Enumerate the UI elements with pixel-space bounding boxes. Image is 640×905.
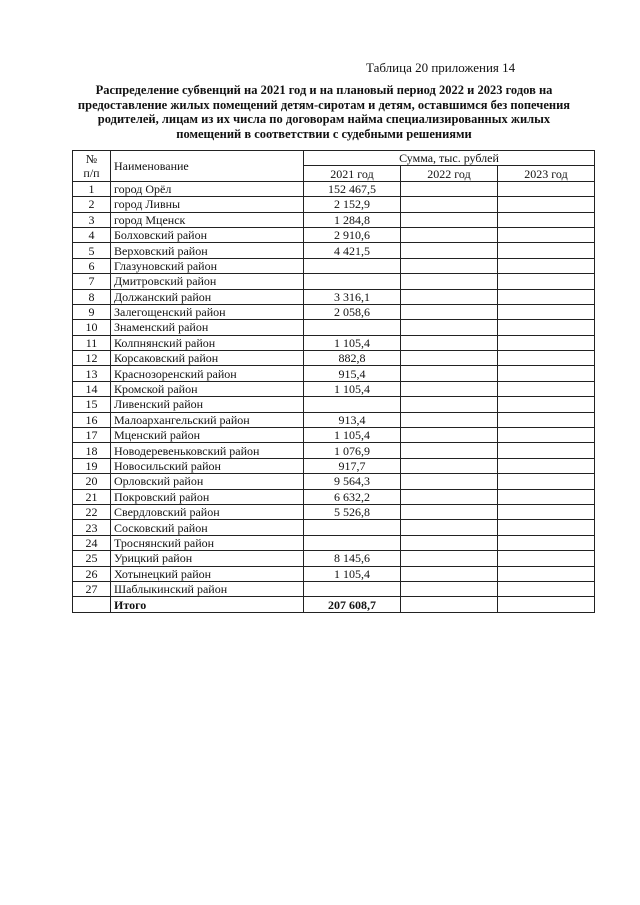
table-row bbox=[73, 335, 595, 350]
row-value-2022 bbox=[401, 227, 498, 242]
table-row bbox=[73, 397, 595, 412]
header-number-pp: п/п bbox=[83, 165, 100, 180]
row-value-2023 bbox=[498, 258, 595, 273]
annex-label: Таблица 20 приложения 14 bbox=[366, 60, 516, 75]
table-row bbox=[73, 227, 595, 242]
row-name: город Ливны bbox=[111, 197, 304, 212]
row-value-2022 bbox=[401, 443, 498, 458]
row-name: Ливенский район bbox=[111, 397, 304, 412]
row-name: Краснозоренский район bbox=[111, 366, 304, 381]
row-value-2021: 1 105,4 bbox=[304, 381, 401, 396]
row-value-2023 bbox=[498, 551, 595, 566]
row-value-2021: 1 105,4 bbox=[304, 335, 401, 350]
title-line: предоставление жилых помещений детям-сиротам и детям, оставшимся без попечения bbox=[77, 97, 571, 112]
row-value-2023 bbox=[498, 520, 595, 535]
row-value-2022 bbox=[401, 381, 498, 396]
row-number: 10 bbox=[73, 320, 111, 335]
row-value-2021: 1 076,9 bbox=[304, 443, 401, 458]
row-number: 14 bbox=[73, 381, 111, 396]
row-value-2023 bbox=[498, 489, 595, 504]
row-number: 18 bbox=[73, 443, 111, 458]
row-name: город Мценск bbox=[111, 212, 304, 227]
table-row bbox=[73, 412, 595, 427]
row-value-2022 bbox=[401, 366, 498, 381]
row-name: Новосильский район bbox=[111, 458, 304, 473]
table-row bbox=[73, 566, 595, 581]
row-name: Дмитровский район bbox=[111, 274, 304, 289]
row-value-2022 bbox=[401, 412, 498, 427]
total-number bbox=[73, 597, 111, 612]
row-name: Малоархангельский район bbox=[111, 412, 304, 427]
table-row bbox=[73, 428, 595, 443]
row-value-2023 bbox=[498, 397, 595, 412]
row-number: 6 bbox=[73, 258, 111, 273]
row-value-2022 bbox=[401, 428, 498, 443]
table-row bbox=[73, 474, 595, 489]
row-value-2022 bbox=[401, 304, 498, 319]
row-number: 16 bbox=[73, 412, 111, 427]
table-row bbox=[73, 258, 595, 273]
row-number: 12 bbox=[73, 351, 111, 366]
row-value-2023 bbox=[498, 181, 595, 196]
row-name: Троснянский район bbox=[111, 535, 304, 550]
row-value-2023 bbox=[498, 428, 595, 443]
row-value-2021 bbox=[304, 520, 401, 535]
row-value-2022 bbox=[401, 335, 498, 350]
row-value-2021 bbox=[304, 274, 401, 289]
row-number: 1 bbox=[73, 181, 111, 196]
total-value-2022 bbox=[401, 597, 498, 612]
row-name: Свердловский район bbox=[111, 504, 304, 519]
row-value-2023 bbox=[498, 535, 595, 550]
row-value-2023 bbox=[498, 381, 595, 396]
row-value-2022 bbox=[401, 489, 498, 504]
table-row bbox=[73, 551, 595, 566]
row-number: 25 bbox=[73, 551, 111, 566]
row-value-2023 bbox=[498, 443, 595, 458]
row-value-2021: 9 564,3 bbox=[304, 474, 401, 489]
row-value-2022 bbox=[401, 181, 498, 196]
row-value-2023 bbox=[498, 335, 595, 350]
row-number: 9 bbox=[73, 304, 111, 319]
row-value-2022 bbox=[401, 474, 498, 489]
row-number: 4 bbox=[73, 227, 111, 242]
document-title bbox=[64, 83, 584, 141]
row-number: 24 bbox=[73, 535, 111, 550]
row-value-2021: 2 058,6 bbox=[304, 304, 401, 319]
row-value-2021: 882,8 bbox=[304, 351, 401, 366]
table-row bbox=[73, 489, 595, 504]
row-value-2021: 4 421,5 bbox=[304, 243, 401, 258]
row-number: 21 bbox=[73, 489, 111, 504]
row-value-2023 bbox=[498, 566, 595, 581]
row-number: 26 bbox=[73, 566, 111, 581]
row-value-2022 bbox=[401, 397, 498, 412]
total-label: Итого bbox=[111, 597, 304, 612]
row-value-2023 bbox=[498, 366, 595, 381]
table-row bbox=[73, 320, 595, 335]
row-name: Хотынецкий район bbox=[111, 566, 304, 581]
row-value-2023 bbox=[498, 581, 595, 596]
row-name: Глазуновский район bbox=[111, 258, 304, 273]
row-number: 17 bbox=[73, 428, 111, 443]
row-name: Болховский район bbox=[111, 227, 304, 242]
row-value-2021: 917,7 bbox=[304, 458, 401, 473]
row-name: Урицкий район bbox=[111, 551, 304, 566]
row-value-2023 bbox=[498, 289, 595, 304]
row-name: Мценский район bbox=[111, 428, 304, 443]
row-value-2023 bbox=[498, 212, 595, 227]
row-value-2021: 1 105,4 bbox=[304, 428, 401, 443]
table-row bbox=[73, 504, 595, 519]
table-row bbox=[73, 243, 595, 258]
row-value-2023 bbox=[498, 504, 595, 519]
row-value-2022 bbox=[401, 289, 498, 304]
row-value-2021: 2 910,6 bbox=[304, 227, 401, 242]
table-row bbox=[73, 443, 595, 458]
row-number: 22 bbox=[73, 504, 111, 519]
row-value-2022 bbox=[401, 566, 498, 581]
row-value-2022 bbox=[401, 520, 498, 535]
row-value-2022 bbox=[401, 458, 498, 473]
table-row bbox=[73, 381, 595, 396]
row-name: Колпнянский район bbox=[111, 335, 304, 350]
table-row bbox=[73, 351, 595, 366]
header-year-2021: 2021 год bbox=[304, 166, 401, 181]
row-value-2023 bbox=[498, 320, 595, 335]
row-name: Верховский район bbox=[111, 243, 304, 258]
row-value-2022 bbox=[401, 535, 498, 550]
row-value-2022 bbox=[401, 581, 498, 596]
table-row bbox=[73, 197, 595, 212]
table-row bbox=[73, 520, 595, 535]
row-value-2023 bbox=[498, 351, 595, 366]
title-line: помещений в соответствии с судебными решениями bbox=[176, 126, 472, 141]
row-value-2021: 915,4 bbox=[304, 366, 401, 381]
row-name: Новодеревеньковский район bbox=[111, 443, 304, 458]
row-value-2023 bbox=[498, 274, 595, 289]
row-value-2021: 3 316,1 bbox=[304, 289, 401, 304]
header-name: Наименование bbox=[111, 151, 304, 182]
row-value-2022 bbox=[401, 258, 498, 273]
row-name: Покровский район bbox=[111, 489, 304, 504]
row-value-2021: 152 467,5 bbox=[304, 181, 401, 196]
row-value-2021 bbox=[304, 397, 401, 412]
row-number: 20 bbox=[73, 474, 111, 489]
row-value-2022 bbox=[401, 504, 498, 519]
row-number: 27 bbox=[73, 581, 111, 596]
row-value-2021: 6 632,2 bbox=[304, 489, 401, 504]
row-value-2023 bbox=[498, 227, 595, 242]
row-value-2021: 1 105,4 bbox=[304, 566, 401, 581]
row-name: Знаменский район bbox=[111, 320, 304, 335]
table-row bbox=[73, 274, 595, 289]
total-row bbox=[73, 597, 595, 612]
row-value-2023 bbox=[498, 474, 595, 489]
row-number: 3 bbox=[73, 212, 111, 227]
row-value-2022 bbox=[401, 243, 498, 258]
row-value-2023 bbox=[498, 412, 595, 427]
row-value-2022 bbox=[401, 351, 498, 366]
row-value-2021: 8 145,6 bbox=[304, 551, 401, 566]
row-number: 19 bbox=[73, 458, 111, 473]
row-value-2021: 1 284,8 bbox=[304, 212, 401, 227]
row-value-2021: 5 526,8 bbox=[304, 504, 401, 519]
row-value-2022 bbox=[401, 197, 498, 212]
row-value-2021 bbox=[304, 581, 401, 596]
row-value-2021 bbox=[304, 320, 401, 335]
row-number: 5 bbox=[73, 243, 111, 258]
row-number: 11 bbox=[73, 335, 111, 350]
row-number: 15 bbox=[73, 397, 111, 412]
row-value-2023 bbox=[498, 243, 595, 258]
table-row bbox=[73, 458, 595, 473]
row-name: Шаблыкинский район bbox=[111, 581, 304, 596]
total-value-2021: 207 608,7 bbox=[304, 597, 401, 612]
table-row bbox=[73, 181, 595, 196]
header-number-sign: № bbox=[85, 151, 98, 166]
header-number bbox=[73, 151, 111, 182]
row-number: 7 bbox=[73, 274, 111, 289]
row-value-2023 bbox=[498, 458, 595, 473]
row-value-2022 bbox=[401, 212, 498, 227]
row-name: Орловский район bbox=[111, 474, 304, 489]
header-year-2023: 2023 год bbox=[498, 166, 595, 181]
row-name: Залегощенский район bbox=[111, 304, 304, 319]
row-value-2022 bbox=[401, 320, 498, 335]
title-line: Распределение субвенций на 2021 год и на плановый период 2022 и 2023 годов на bbox=[95, 83, 553, 97]
row-name: город Орёл bbox=[111, 181, 304, 196]
table-row bbox=[73, 212, 595, 227]
row-number: 2 bbox=[73, 197, 111, 212]
header-sum: Сумма, тыс. рублей bbox=[304, 151, 595, 166]
row-value-2021: 2 152,9 bbox=[304, 197, 401, 212]
table-row bbox=[73, 304, 595, 319]
row-name: Должанский район bbox=[111, 289, 304, 304]
table-body bbox=[73, 181, 595, 612]
row-name: Сосковский район bbox=[111, 520, 304, 535]
row-value-2023 bbox=[498, 197, 595, 212]
title-line: родителей, лицам из их числа по договорам найма специализированных жилых bbox=[97, 112, 551, 126]
row-number: 13 bbox=[73, 366, 111, 381]
table-row bbox=[73, 366, 595, 381]
row-value-2021: 913,4 bbox=[304, 412, 401, 427]
table-row bbox=[73, 289, 595, 304]
row-number: 8 bbox=[73, 289, 111, 304]
table-row bbox=[73, 535, 595, 550]
row-value-2021 bbox=[304, 258, 401, 273]
row-value-2022 bbox=[401, 551, 498, 566]
total-value-2023 bbox=[498, 597, 595, 612]
header-year-2022: 2022 год bbox=[401, 166, 498, 181]
row-name: Кромской район bbox=[111, 381, 304, 396]
row-number: 23 bbox=[73, 520, 111, 535]
table-row bbox=[73, 581, 595, 596]
subsidy-table bbox=[72, 150, 595, 613]
row-value-2021 bbox=[304, 535, 401, 550]
row-value-2022 bbox=[401, 274, 498, 289]
row-name: Корсаковский район bbox=[111, 351, 304, 366]
row-value-2023 bbox=[498, 304, 595, 319]
